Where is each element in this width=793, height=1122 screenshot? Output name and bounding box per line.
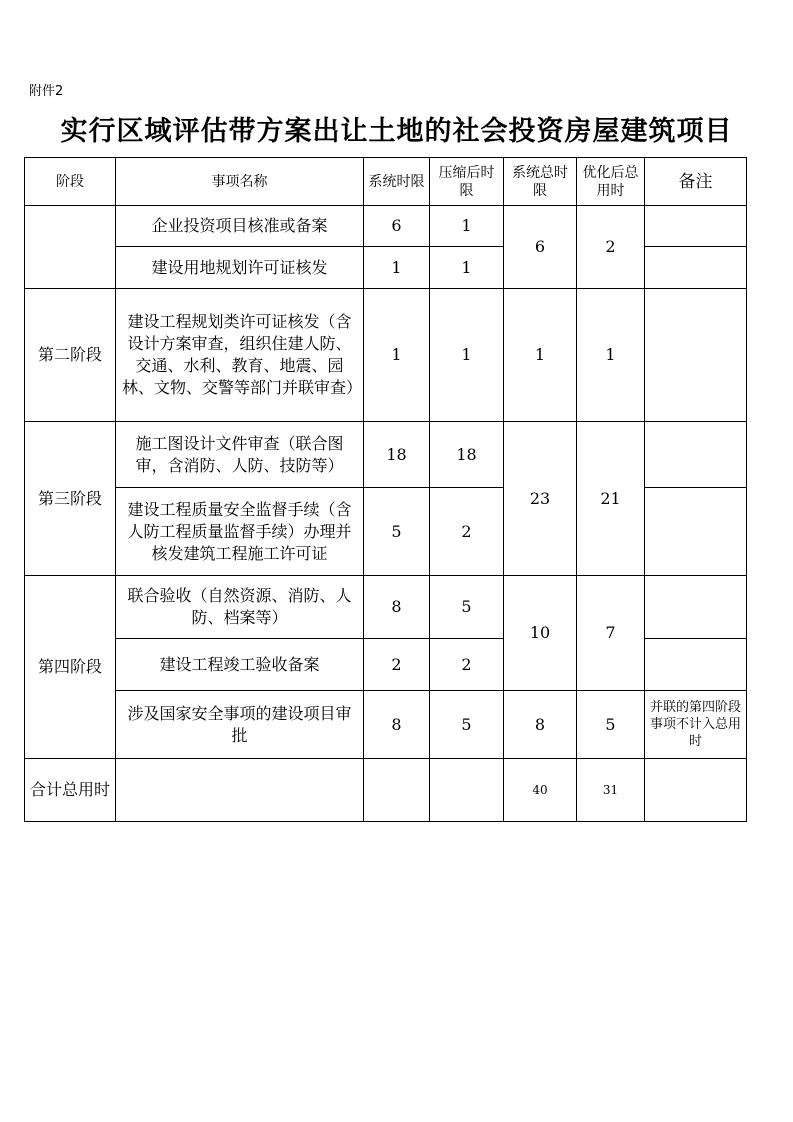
compressed-limit-cell: 2 bbox=[430, 488, 504, 576]
header-item-name: 事项名称 bbox=[116, 158, 364, 206]
page-title: 实行区域评估带方案出让土地的社会投资房屋建筑项目 bbox=[60, 116, 733, 147]
system-total-cell: 10 bbox=[504, 576, 577, 691]
table-row bbox=[25, 576, 747, 639]
system-limit-cell: 6 bbox=[364, 206, 430, 247]
table-row bbox=[25, 289, 747, 422]
item-name-cell: 涉及国家安全事项的建设项目审批 bbox=[116, 691, 364, 759]
system-limit-cell: 8 bbox=[364, 691, 430, 759]
item-name-cell bbox=[116, 759, 364, 822]
system-limit-cell bbox=[364, 759, 430, 822]
remark-cell: 并联的第四阶段事项不计入总用时 bbox=[645, 691, 747, 759]
header-optimized-total: 优化后总用时 bbox=[577, 158, 645, 206]
header-compressed-limit: 压缩后时限 bbox=[430, 158, 504, 206]
remark-cell bbox=[645, 576, 747, 639]
system-limit-cell: 2 bbox=[364, 639, 430, 691]
table-row bbox=[25, 206, 747, 247]
compressed-limit-cell: 1 bbox=[430, 206, 504, 247]
system-total-cell: 23 bbox=[504, 422, 577, 576]
item-name-cell: 建设工程竣工验收备案 bbox=[116, 639, 364, 691]
system-total-cell: 1 bbox=[504, 289, 577, 422]
table-row bbox=[25, 422, 747, 488]
compressed-limit-cell: 1 bbox=[430, 247, 504, 289]
item-name-cell: 联合验收（自然资源、消防、人防、档案等） bbox=[116, 576, 364, 639]
stage-cell: 第二阶段 bbox=[25, 289, 116, 422]
system-limit-cell: 5 bbox=[364, 488, 430, 576]
remark-cell bbox=[645, 639, 747, 691]
total-label-cell: 合计总用时 bbox=[25, 759, 116, 822]
system-limit-cell: 1 bbox=[364, 289, 430, 422]
optimized-total-cell: 21 bbox=[577, 422, 645, 576]
optimized-total-cell: 2 bbox=[577, 206, 645, 289]
system-limit-cell: 1 bbox=[364, 247, 430, 289]
system-total-cell: 8 bbox=[504, 691, 577, 759]
remark-cell bbox=[645, 289, 747, 422]
header-system-limit: 系统时限 bbox=[364, 158, 430, 206]
table-row bbox=[25, 691, 747, 759]
item-name-cell: 建设工程规划类许可证核发（含设计方案审查，组织住建人防、交通、水利、教育、地震、园林、文物、交警等部门并联审查） bbox=[116, 289, 364, 422]
header-remarks: 备注 bbox=[645, 158, 747, 206]
optimized-total-cell: 7 bbox=[577, 576, 645, 691]
remark-cell bbox=[645, 247, 747, 289]
header-system-total: 系统总时限 bbox=[504, 158, 577, 206]
item-name-cell: 建设用地规划许可证核发 bbox=[116, 247, 364, 289]
item-name-cell: 企业投资项目核准或备案 bbox=[116, 206, 364, 247]
stage-cell bbox=[25, 206, 116, 289]
system-limit-cell: 8 bbox=[364, 576, 430, 639]
compressed-limit-cell: 2 bbox=[430, 639, 504, 691]
compressed-limit-cell: 5 bbox=[430, 576, 504, 639]
stage-cell: 第四阶段 bbox=[25, 576, 116, 759]
compressed-limit-cell: 18 bbox=[430, 422, 504, 488]
remark-cell bbox=[645, 206, 747, 247]
optimized-total-cell: 1 bbox=[577, 289, 645, 422]
compressed-limit-cell bbox=[430, 759, 504, 822]
total-row bbox=[25, 759, 747, 822]
system-limit-cell: 18 bbox=[364, 422, 430, 488]
header-row bbox=[25, 158, 747, 206]
remark-cell bbox=[645, 488, 747, 576]
system-total-cell: 6 bbox=[504, 206, 577, 289]
optimized-total-cell: 5 bbox=[577, 691, 645, 759]
compressed-limit-cell: 1 bbox=[430, 289, 504, 422]
system-total-cell: 40 bbox=[504, 759, 577, 822]
header-stage: 阶段 bbox=[25, 158, 116, 206]
schedule-table bbox=[24, 157, 747, 822]
item-name-cell: 施工图设计文件审查（联合图审，含消防、人防、技防等） bbox=[116, 422, 364, 488]
remark-cell bbox=[645, 759, 747, 822]
remark-cell bbox=[645, 422, 747, 488]
attachment-label: 附件2 bbox=[29, 84, 64, 99]
compressed-limit-cell: 5 bbox=[430, 691, 504, 759]
optimized-total-cell: 31 bbox=[577, 759, 645, 822]
item-name-cell: 建设工程质量安全监督手续（含人防工程质量监督手续）办理并核发建筑工程施工许可证 bbox=[116, 488, 364, 576]
stage-cell: 第三阶段 bbox=[25, 422, 116, 576]
